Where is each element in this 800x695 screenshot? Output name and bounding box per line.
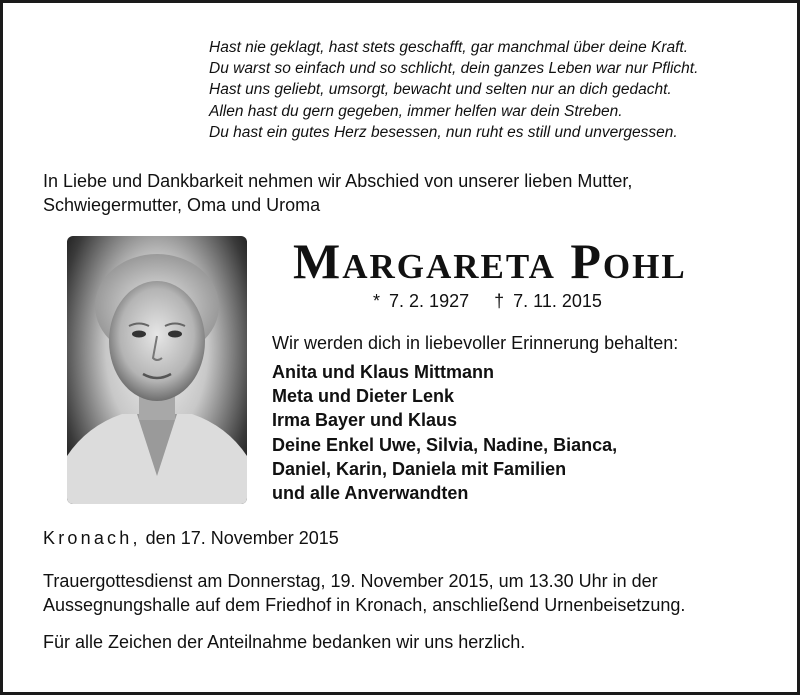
poem-line: Allen hast du gern gegeben, immer helfen war dein Streben. <box>209 102 623 120</box>
farewell-intro <box>43 169 783 217</box>
intro-line: In Liebe und Dankbarkeit nehmen wir Abschied von unserer lieben Mutter, <box>43 171 633 191</box>
place-and-date <box>43 526 543 550</box>
thanks-line: Für alle Zeichen der Anteilnahme bedanken wir uns herzlich. <box>43 632 526 652</box>
notice-date: den 17. November 2015 <box>145 528 339 548</box>
mourner-line: Anita und Klaus Mittmann <box>272 362 494 382</box>
birth-symbol: * <box>373 291 381 311</box>
poem-line: Du hast ein gutes Herz besessen, nun ruht es still und unvergessen. <box>209 123 678 141</box>
mourners-list <box>272 360 772 505</box>
remembrance-line: Wir werden dich in liebevoller Erinnerung behalten: <box>272 333 679 353</box>
mourner-line: Deine Enkel Uwe, Silvia, Nadine, Bianca, <box>272 434 618 455</box>
mourner-line: Irma Bayer und Klaus <box>272 410 458 431</box>
deceased-name: Margareta Pohl <box>293 233 687 289</box>
birth-date: 7. 2. 1927 <box>389 291 470 311</box>
funeral-service-info <box>43 569 783 617</box>
mourner-line: und alle Anverwandten <box>272 483 469 504</box>
service-line: Trauergottesdienst am Donnerstag, 19. November 2015, um 13.30 Uhr in der <box>43 571 658 591</box>
life-dates <box>373 289 673 313</box>
mourner-line: Daniel, Karin, Daniela mit Familien <box>272 458 567 479</box>
poem-line: Hast nie geklagt, hast stets geschafft, gar manchmal über deine Kraft. <box>209 39 689 56</box>
portrait-image <box>67 236 247 504</box>
poem-line: Du warst so einfach und so schlicht, dein ganzes Leben war nur Pflicht. <box>209 60 699 78</box>
death-cross-icon: † <box>494 291 505 311</box>
memorial-poem <box>209 37 784 143</box>
poem-line: Hast uns geliebt, umsorgt, bewacht und selten nur an dich gedacht. <box>209 81 672 99</box>
portrait-photo <box>67 236 247 504</box>
death-date: 7. 11. 2015 <box>513 291 602 311</box>
place-city: Kronach, <box>43 528 141 548</box>
intro-line: Schwiegermutter, Oma und Uroma <box>43 195 321 215</box>
service-line: Aussegnungshalle auf dem Friedhof in Kronach, anschließend Urnenbeisetzung. <box>43 595 686 615</box>
mourner-line: Meta und Dieter Lenk <box>272 386 455 407</box>
